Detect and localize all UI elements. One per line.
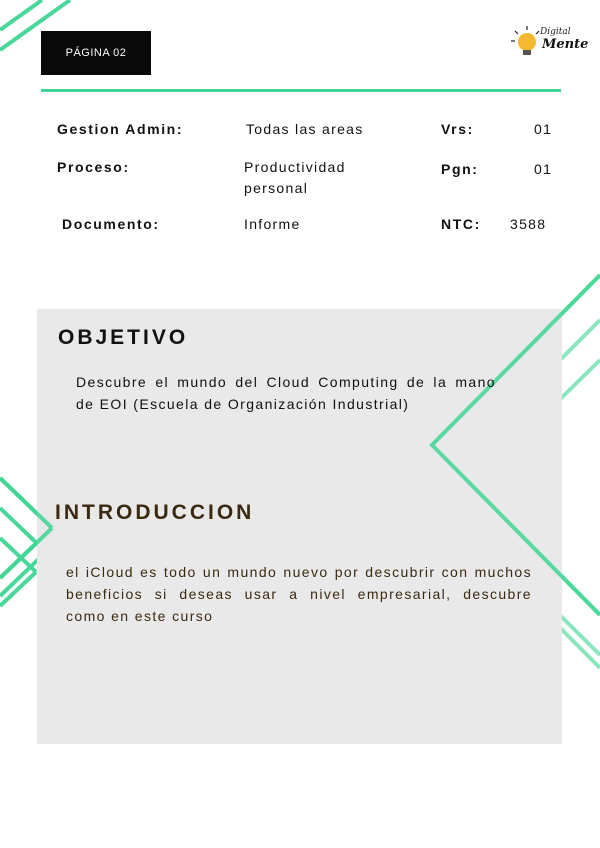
logo-text-digital: Digital bbox=[540, 27, 571, 37]
meta-label-proceso: Proceso: bbox=[57, 159, 130, 175]
meta-label-gestion: Gestion Admin: bbox=[57, 121, 184, 137]
meta-value-ntc: 3588 bbox=[510, 216, 547, 232]
brand-logo bbox=[506, 22, 589, 62]
meta-label-pagina: Pgn: bbox=[441, 161, 479, 177]
logo-text-mente: Mente bbox=[542, 37, 589, 52]
meta-value-proceso-line1: Productividad bbox=[244, 159, 346, 175]
meta-value-version: 01 bbox=[534, 121, 553, 137]
objetivo-text: Descubre el mundo del Cloud Computing de la mano de EOI (Escuela de Organización Industrial) bbox=[76, 374, 496, 412]
introduccion-text: el iCloud es todo un mundo nuevo por descubrir con muchos beneficios si deseas usar a nivel empresarial, descubre como en este curso bbox=[66, 564, 532, 624]
meta-value-gestion: Todas las areas bbox=[246, 121, 364, 137]
meta-value-documento: Informe bbox=[244, 216, 301, 232]
meta-value-proceso-line2: personal bbox=[244, 180, 309, 196]
meta-label-documento: Documento: bbox=[62, 216, 160, 232]
header-divider bbox=[41, 89, 561, 92]
introduccion-heading: INTRODUCCION bbox=[55, 501, 255, 524]
meta-label-version: Vrs: bbox=[441, 121, 474, 137]
objetivo-heading: OBJETIVO bbox=[58, 326, 189, 349]
meta-label-ntc: NTC: bbox=[441, 216, 481, 232]
page-number-badge: PÁGINA 02 bbox=[41, 31, 151, 75]
meta-value-pagina: 01 bbox=[534, 161, 553, 177]
lightbulb-icon bbox=[510, 25, 544, 59]
